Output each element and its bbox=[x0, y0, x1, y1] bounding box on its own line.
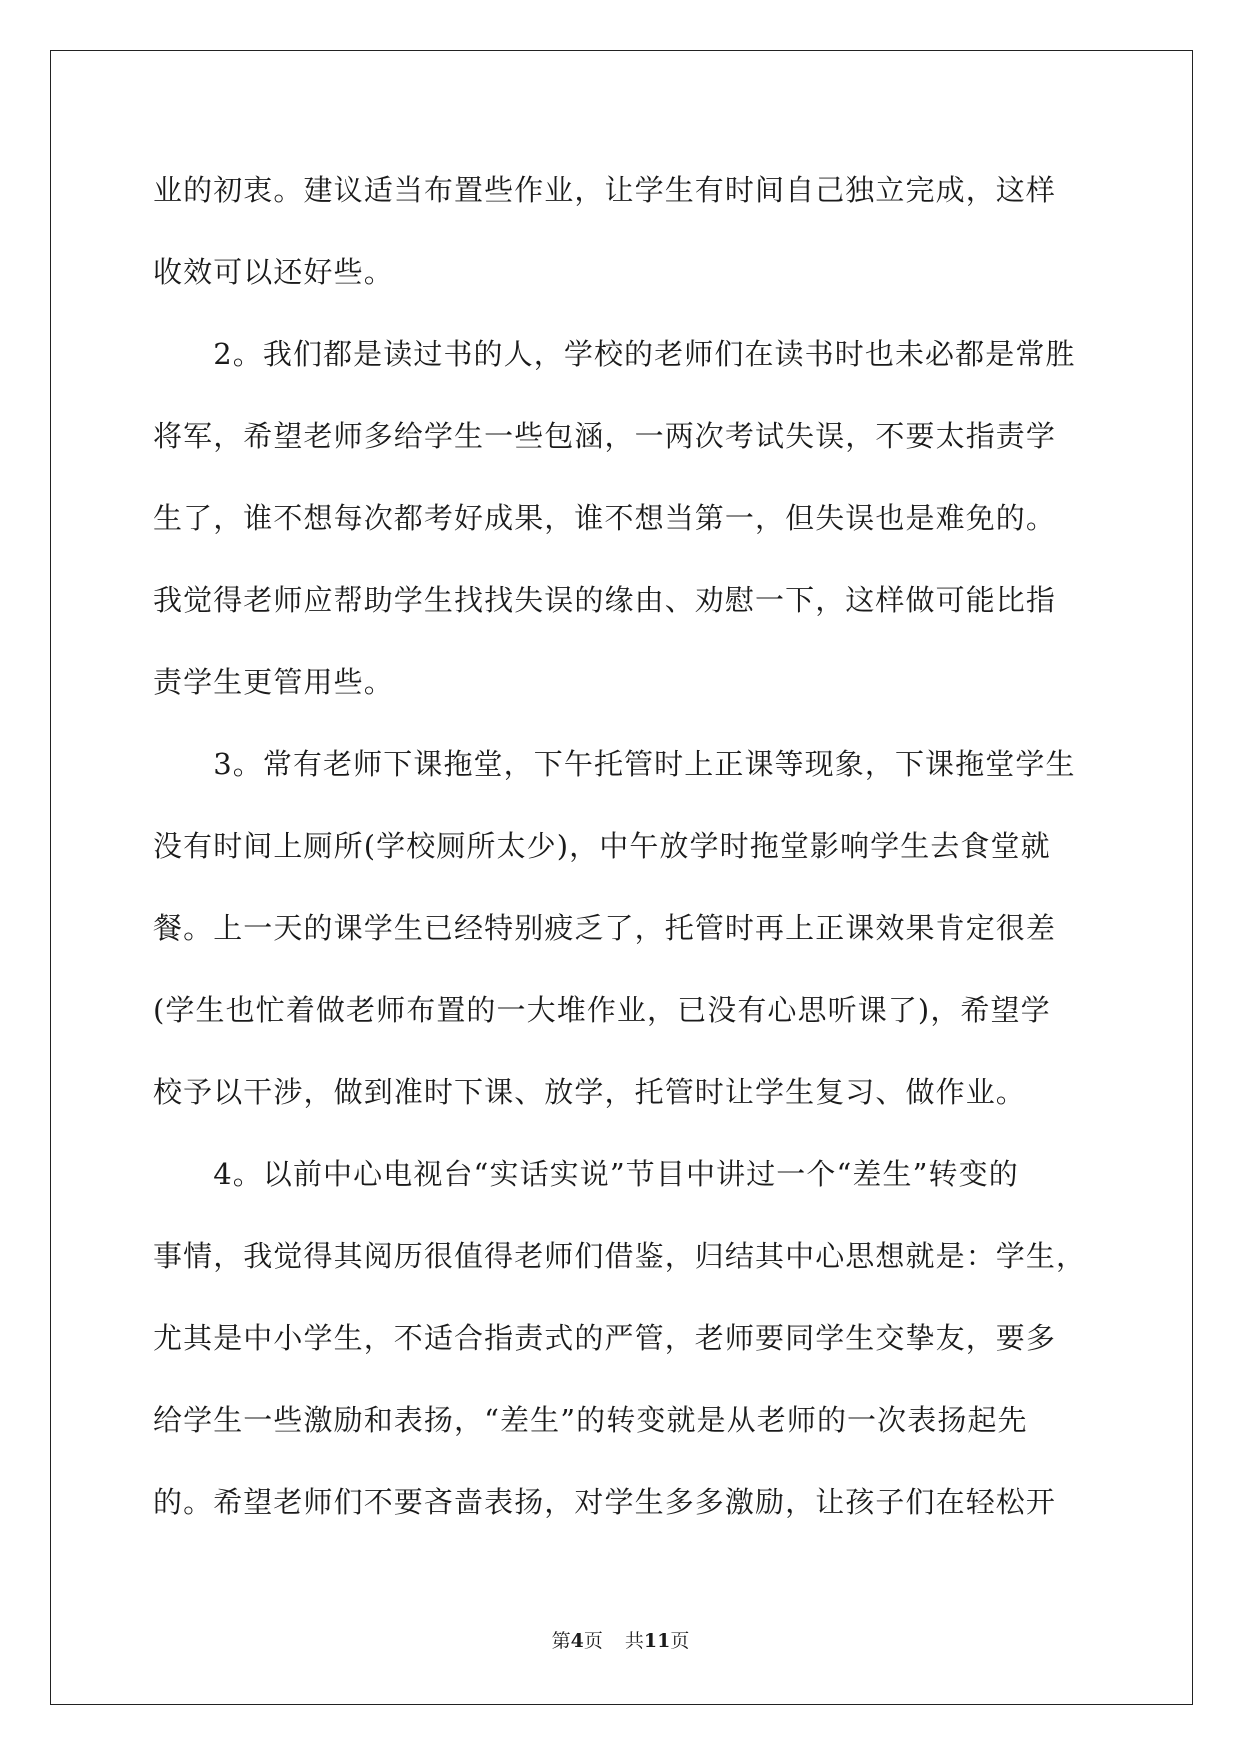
text-line: 事情，我觉得其阅历很值得老师们借鉴，归结其中心思想就是：学生， bbox=[153, 1239, 1087, 1273]
footer-total-prefix: 共 bbox=[624, 1630, 644, 1652]
page-number: 4 bbox=[570, 1630, 584, 1652]
total-pages: 11 bbox=[643, 1630, 671, 1652]
footer-total-suffix: 页 bbox=[670, 1630, 690, 1652]
text-line: 生了，谁不想每次都考好成果，谁不想当第一，但失误也是难免的。 bbox=[153, 501, 1057, 535]
footer-page-suffix: 页 bbox=[583, 1630, 603, 1652]
footer-prefix: 第 bbox=[551, 1630, 571, 1652]
text-line: 没有时间上厕所(学校厕所太少)，中午放学时拖堂影响学生去食堂就 bbox=[153, 829, 1051, 863]
text-line: 2。我们都是读过书的人，学校的老师们在读书时也未必都是常胜 bbox=[153, 337, 1076, 371]
text-line: 3。常有老师下课拖堂，下午托管时上正课等现象，下课拖堂学生 bbox=[153, 747, 1076, 781]
text-line: 校予以干涉，做到准时下课、放学，托管时让学生复习、做作业。 bbox=[153, 1075, 1026, 1109]
text-line: 业的初衷。建议适当布置些作业，让学生有时间自己独立完成，这样 bbox=[153, 173, 1057, 207]
text-line: 收效可以还好些。 bbox=[153, 255, 394, 289]
page-footer bbox=[0, 1626, 1241, 1653]
text-line: (学生也忙着做老师布置的一大堆作业，已没有心思听课了)，希望学 bbox=[153, 993, 1051, 1027]
text-line: 将军，希望老师多给学生一些包涵，一两次考试失误，不要太指责学 bbox=[153, 419, 1057, 453]
text-line: 餐。上一天的课学生已经特别疲乏了，托管时再上正课效果肯定很差 bbox=[153, 911, 1057, 945]
text-line: 我觉得老师应帮助学生找找失误的缘由、劝慰一下，这样做可能比指 bbox=[153, 583, 1057, 617]
text-line: 给学生一些激励和表扬，“差生”的转变就是从老师的一次表扬起先 bbox=[153, 1403, 1028, 1437]
text-line: 的。希望老师们不要吝啬表扬，对学生多多激励，让孩子们在轻松开 bbox=[153, 1485, 1057, 1519]
text-line: 责学生更管用些。 bbox=[153, 665, 394, 699]
document-body bbox=[153, 155, 1091, 1549]
text-line: 尤其是中小学生，不适合指责式的严管，老师要同学生交挚友，要多 bbox=[153, 1321, 1057, 1355]
text-line: 4。以前中心电视台“实话实说”节目中讲过一个“差生”转变的 bbox=[153, 1157, 1019, 1191]
